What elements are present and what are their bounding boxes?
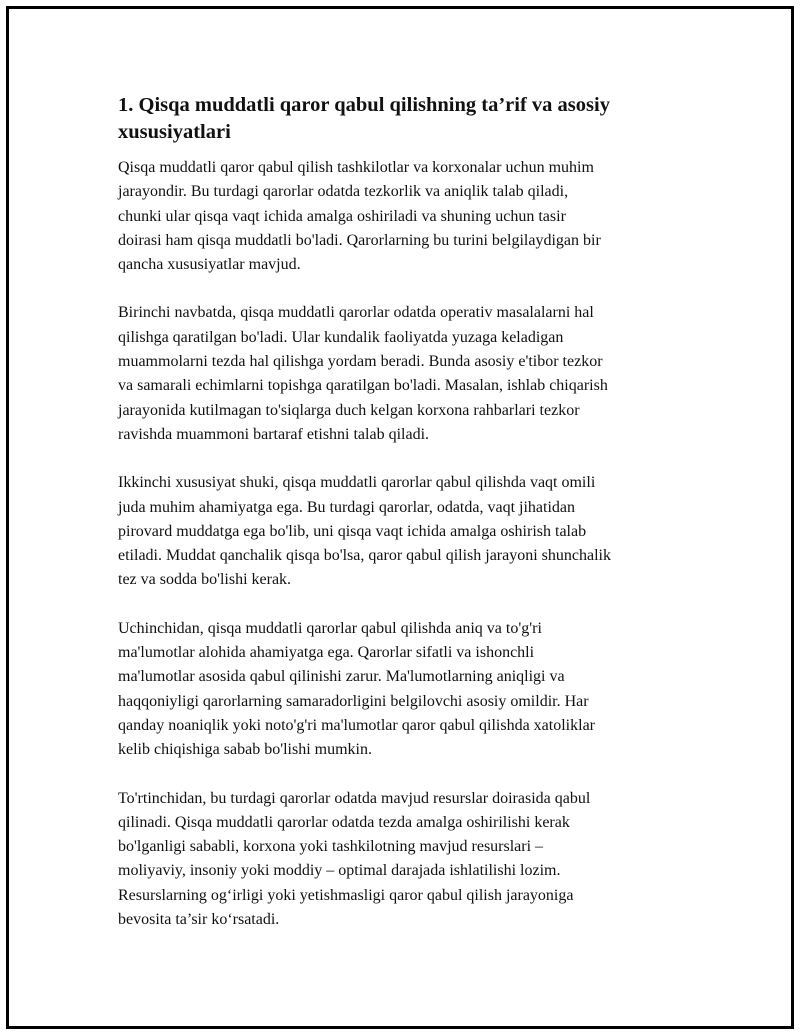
text-line: ma'lumotlar asosida qabul qilinishi zarur. Ma'lumotlarning aniqligi va xyxy=(118,668,565,686)
paragraph-fourth xyxy=(118,787,698,933)
text-line: Qisqa muddatli qaror qabul qilish tashkilotlar va korxonalar uchun muhim xyxy=(118,159,594,176)
text-line: qanday noaniqlik yoki noto'g'ri ma'lumotlar qaror qabul qilishda xatoliklar xyxy=(118,716,595,734)
text-line: To'rtinchidan, bu turdagi qarorlar odatda mavjud resurslar doirasida qabul xyxy=(118,789,591,807)
text-line: doirasi ham qisqa muddatli bo'ladi. Qarorlarning bu turini belgilaydigan bir xyxy=(118,231,601,249)
text-line: haqqoniyligi qarorlarning samaradorligini belgilovchi asosiy omildir. Har xyxy=(118,692,589,710)
text-line: pirovard muddatga ega bo'lib, uni qisqa vaqt ichida amalga oshirish talab xyxy=(118,522,587,540)
section-heading xyxy=(118,92,698,146)
text-line: bo'lganligi sababli, korxona yoki tashkilotning mavjud resurslari – xyxy=(118,838,544,856)
text-line: jarayondir. Bu turdagi qarorlar odatda tezkorlik va aniqlik talab qiladi, xyxy=(118,183,569,201)
text-line: Ikkinchi xususiyat shuki, qisqa muddatli qarorlar qabul qilishda vaqt omili xyxy=(118,474,596,492)
heading-line: xususiyatlari xyxy=(118,121,231,143)
text-line: muammolarni tezda hal qilishga yordam beradi. Bunda asosiy e'tibor tezkor xyxy=(118,353,603,371)
text-line: qilishga qaratilgan bo'ladi. Ular kundalik faoliyatda yuzaga keladigan xyxy=(118,328,564,346)
text-line: ravishda muammoni bartaraf etishni talab qiladi. xyxy=(118,425,430,443)
paragraph-first xyxy=(118,301,698,447)
text-line: moliyaviy, insoniy yoki moddiy – optimal darajada ishlatilishi lozim. xyxy=(118,862,561,880)
document-body xyxy=(118,92,698,956)
text-line: etiladi. Muddat qanchalik qisqa bo'lsa, qaror qabul qilish jarayoni shunchalik xyxy=(118,547,611,565)
text-line: tez va sodda bo'lishi kerak. xyxy=(118,571,292,589)
text-line: qancha xususiyatlar mavjud. xyxy=(118,256,301,274)
text-line: chunki ular qisqa vaqt ichida amalga oshiriladi va shuning uchun tasir xyxy=(118,207,566,225)
text-line: ma'lumotlar alohida ahamiyatga ega. Qarorlar sifatli va ishonchli xyxy=(118,644,535,662)
text-line: bevosita ta’sir ko‘rsatadi. xyxy=(118,911,280,929)
text-line: Uchinchidan, qisqa muddatli qarorlar qabul qilishda aniq va to'g'ri xyxy=(118,619,542,637)
text-line: qilinadi. Qisqa muddatli qarorlar odatda tezda amalga oshirilishi kerak xyxy=(118,813,570,831)
text-line: juda muhim ahamiyatga ega. Bu turdagi qarorlar, odatda, vaqt jihatidan xyxy=(118,498,575,516)
text-line: Birinchi navbatda, qisqa muddatli qarorlar odatda operativ masalalarni hal xyxy=(118,304,594,322)
heading-line: 1. Qisqa muddatli qaror qabul qilishning ta’rif va asosiy xyxy=(118,94,610,116)
text-line: Resurslarning og‘irligi yoki yetishmasligi qaror qabul qilish jarayoniga xyxy=(118,886,574,904)
paragraph-third xyxy=(118,617,698,763)
text-line: va samarali echimlarni topishga qaratilgan bo'ladi. Masalan, ishlab chiqarish xyxy=(118,377,608,395)
paragraph-second xyxy=(118,471,698,592)
text-line: kelib chiqishiga sabab bo'lishi mumkin. xyxy=(118,741,372,759)
text-line: jarayonida kutilmagan to'siqlarga duch kelgan korxona rahbarlari tezkor xyxy=(118,401,580,419)
paragraph-intro xyxy=(118,156,698,277)
